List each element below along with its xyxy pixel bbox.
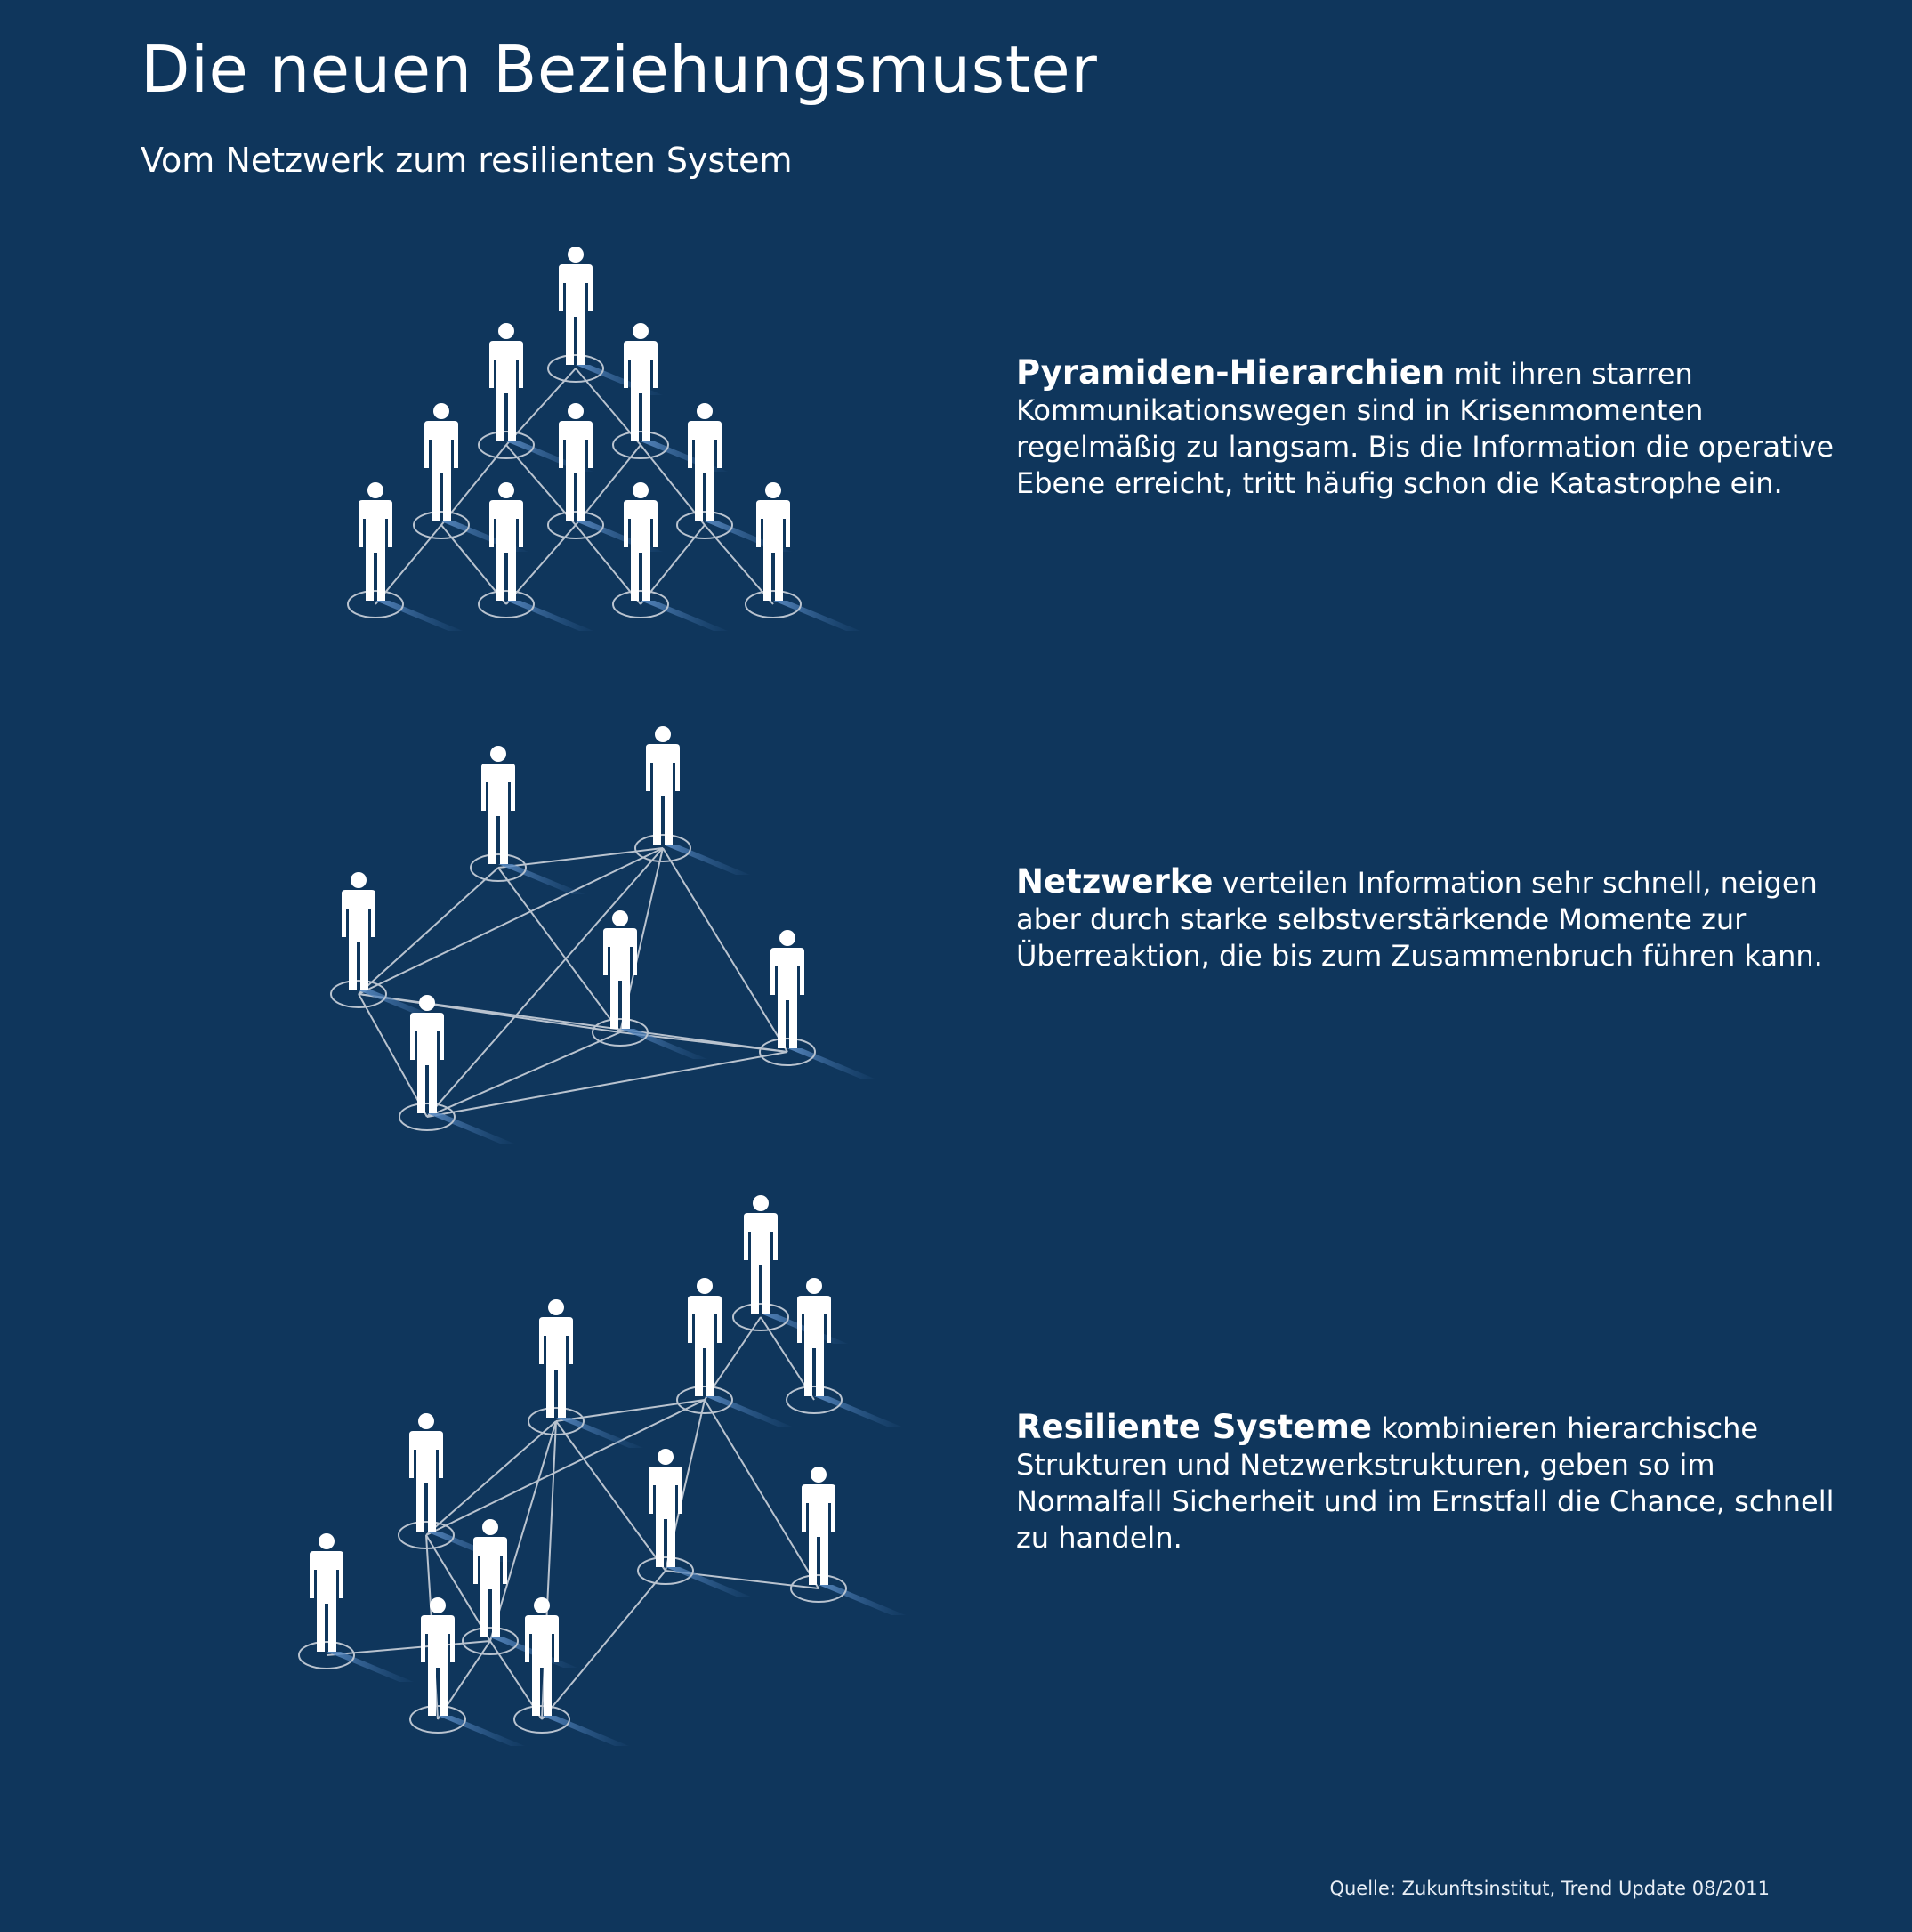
connection-line [663, 848, 787, 1052]
person-node [787, 1278, 901, 1427]
person-node [760, 930, 875, 1079]
person-node [791, 1467, 906, 1615]
resilient-heading: Resiliente Systeme [1016, 1408, 1372, 1446]
network-text: verteilen Information sehr schnell, neigen aber durch starke selbstverstärkende Momente zur Überreaktion, die bis zum Zusammenbruch führen kann. [1016, 866, 1823, 973]
person-icon [342, 872, 375, 990]
resilient-links [327, 1317, 819, 1719]
connection-line [542, 1571, 666, 1719]
page-title: Die neuen Beziehungsmuster [141, 32, 1098, 107]
person-icon [481, 746, 515, 864]
page-subtitle: Vom Netzwerk zum resilienten System [141, 141, 793, 180]
person-icon [409, 1413, 443, 1532]
person-icon [603, 910, 637, 1029]
person-node [746, 482, 860, 631]
person-icon [770, 930, 804, 1048]
connection-line [426, 1421, 556, 1535]
person-icon [421, 1597, 455, 1716]
connection-line [427, 1052, 787, 1117]
network-description [1016, 863, 1835, 974]
person-icon [359, 482, 392, 601]
person-node [638, 1449, 753, 1597]
person-icon [310, 1533, 343, 1652]
connection-line [498, 868, 620, 1032]
person-icon [744, 1195, 778, 1314]
source-note: Quelle: Zukunftsinstitut, Trend Update 08/2011 [1329, 1878, 1770, 1899]
person-icon [525, 1597, 559, 1716]
pyramid-description [1016, 354, 1835, 502]
person-icon [489, 323, 523, 441]
person-node [479, 482, 593, 631]
person-icon [646, 726, 680, 845]
network-heading: Netzwerke [1016, 862, 1214, 901]
pyramid-text: mit ihren starren Kommunikationswegen sind in Krisenmomenten regelmäßig zu langsam. Bis die Information die operative Ebene erreicht, tritt häufig schon die Katastrophe ein. [1016, 357, 1835, 500]
resilient-description [1016, 1409, 1835, 1556]
connection-line [498, 848, 663, 868]
pyramid-heading: Pyramiden-Hierarchien [1016, 353, 1446, 392]
person-icon [649, 1449, 682, 1567]
person-node [528, 1299, 643, 1448]
connection-line [359, 868, 498, 994]
resilient-system-diagram [299, 1195, 906, 1746]
person-node [410, 1597, 525, 1746]
person-icon [539, 1299, 573, 1418]
person-node [514, 1597, 629, 1746]
network-diagram [331, 726, 875, 1144]
person-node [299, 1533, 414, 1682]
connection-line [427, 1032, 620, 1117]
person-icon [559, 247, 593, 365]
person-icon [424, 403, 458, 521]
connection-line [705, 1400, 819, 1588]
person-node [471, 746, 585, 894]
person-icon [473, 1519, 507, 1637]
pyramid-diagram [348, 247, 860, 631]
resilient-text: kombinieren hierarchische Strukturen und Netzwerkstrukturen, geben so im Normalfall Sicherheit und im Ernstfall die Chance, schnell zu handeln. [1016, 1411, 1835, 1555]
person-node [399, 995, 514, 1144]
person-icon [688, 1278, 722, 1396]
